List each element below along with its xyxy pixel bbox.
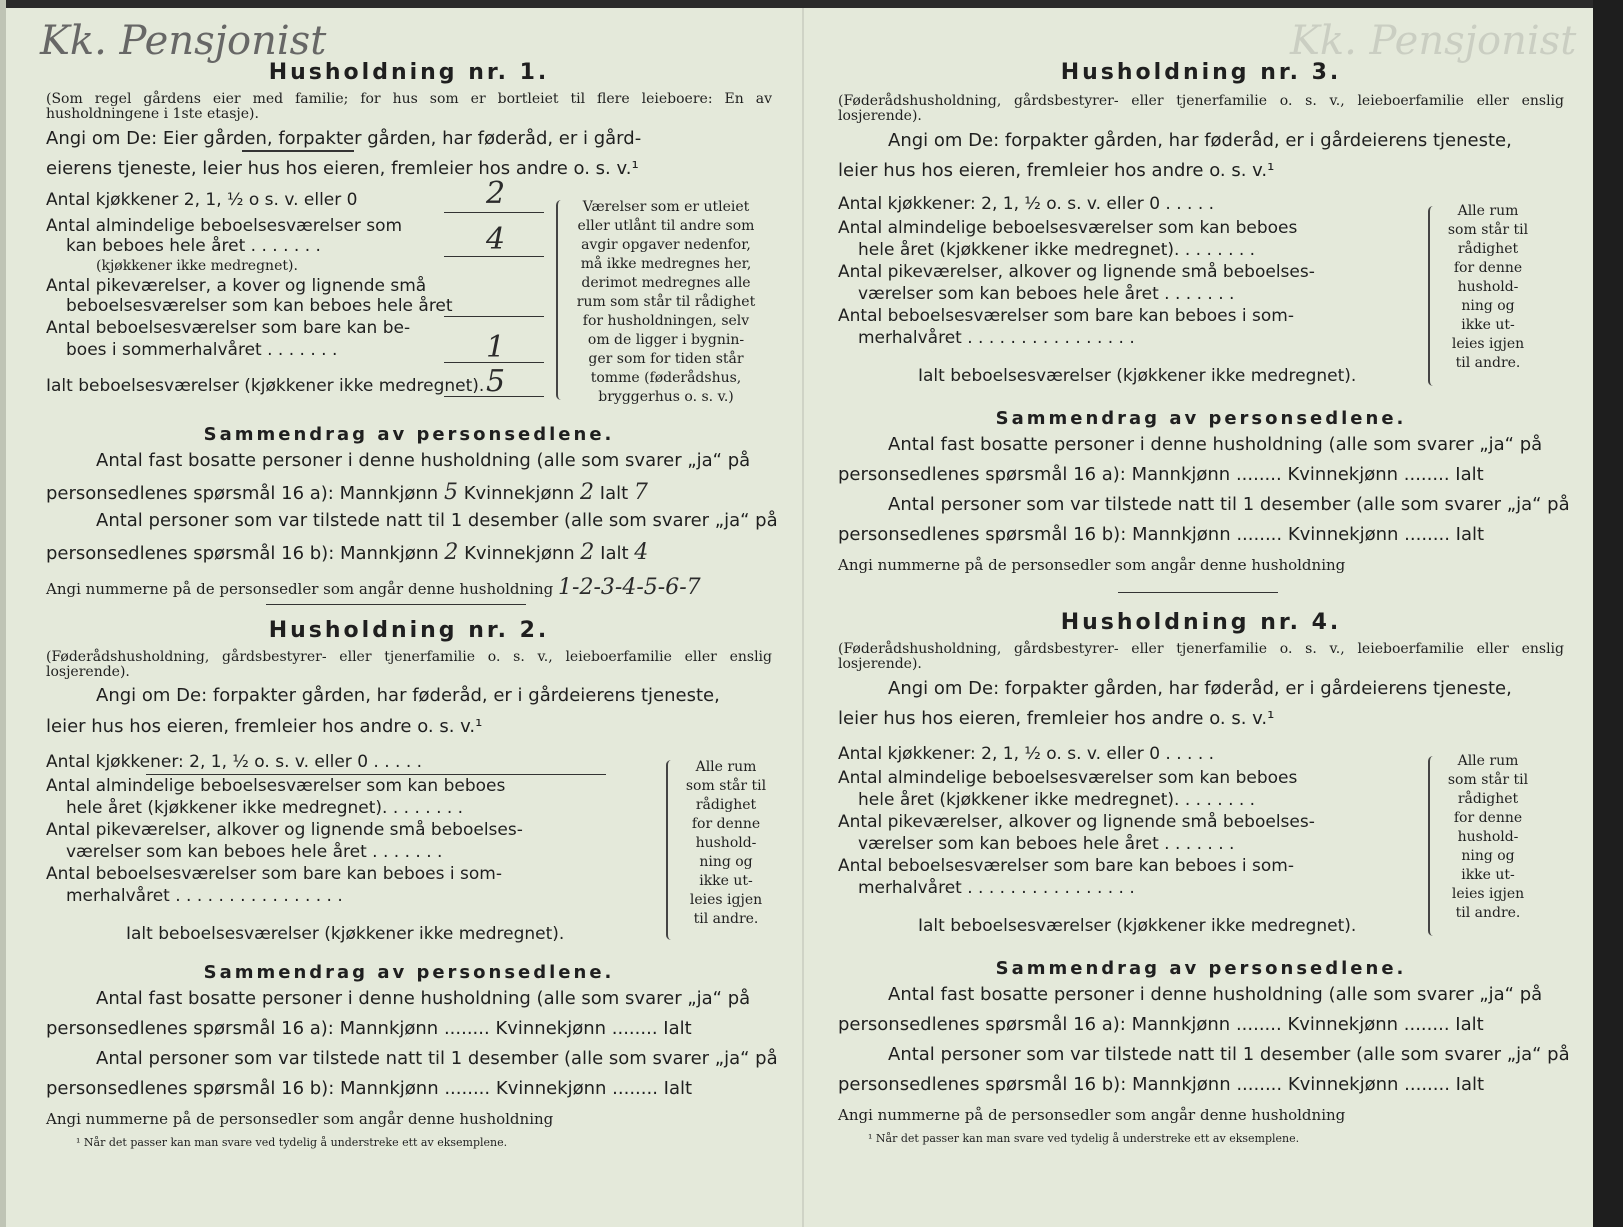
h2-side-note-line: rådighet [695, 797, 757, 813]
h4-16a-label: personsedlenes spørsmål 16 a): Mannkjønn [838, 1014, 1231, 1035]
h1-16b-label: personsedlenes spørsmål 16 b): Mannkjønn [46, 543, 439, 564]
h3-side-note-line: ning og [1461, 298, 1515, 314]
h4-room-5: Antal beboelsesværelser som bare kan beboes i som- [838, 856, 1294, 876]
household-4-title: Husholdning nr. 4. [1060, 610, 1342, 635]
h1-room-2: kan beboes hele året . . . . . . . [66, 236, 321, 256]
page-fold [802, 8, 804, 1227]
h2-summary-2: personsedlenes spørsmål 16 a): Mannkjønn ........ Kvinnekjønn ........ Ialt [46, 1018, 692, 1039]
h4-side-note [1438, 752, 1538, 923]
h4-room-0: Antal kjøkkener: 2, 1, ½ o. s. v. eller 0 . . . . . [838, 744, 1215, 764]
h4-side-note-line: leies igjen [1451, 886, 1525, 902]
h1-summary-title: Sammendrag av personsedlene. [203, 424, 615, 445]
h2-side-note-line: som står til [685, 778, 767, 794]
h3-side-note-line: for denne [1453, 260, 1523, 276]
h2-room-6: merhalvåret . . . . . . . . . . . . . . . . [66, 886, 343, 906]
h4-room-3: Antal pikeværelser, alkover og lignende små beboelses- [838, 812, 1315, 832]
h3-16b-label: personsedlenes spørsmål 16 b): Mannkjønn [838, 524, 1231, 545]
household-3-subtitle: (Føderådshusholdning, gårdsbestyrer- eller tjenerfamilie o. s. v., leieboerfamilie eller enslig losjerende). [838, 93, 1564, 124]
h1-side-note [566, 198, 766, 407]
h3-room-4: værelser som kan beboes hele året . . . . . . . [858, 284, 1235, 304]
scan-edge-top [0, 0, 1623, 8]
h1-side-note-line: må ikke medregnes her, [580, 256, 752, 272]
h1-side-note-line: avgir opgaver nedenfor, [581, 237, 751, 253]
scan-edge-left [0, 0, 6, 1227]
h3-16a-female-label: Kvinnekjønn [1287, 464, 1399, 485]
h4-16b-label: personsedlenes spørsmål 16 b): Mannkjønn [838, 1074, 1231, 1095]
h3-16a-label: personsedlenes spørsmål 16 a): Mannkjønn [838, 464, 1231, 485]
h3-16b-female-label: Kvinnekjønn [1287, 524, 1399, 545]
margin-note: Kk. Pensjonist [40, 18, 327, 64]
h2-side-note-line: for denne [691, 816, 761, 832]
h1-ordinary-answer: 4 [486, 222, 506, 257]
h1-numre-label: Angi nummerne på de personsedler som angår denne husholdning [46, 580, 554, 598]
h4-side-note-line: ning og [1461, 848, 1515, 864]
h1-summary-2 [46, 480, 772, 505]
h4-16b-total-label: Ialt [1455, 1074, 1485, 1095]
h4-side-note-line: som står til [1447, 772, 1529, 788]
h4-numre-label: Angi nummerne på de personsedler som angår denne husholdning [838, 1106, 1346, 1124]
h1-separator [266, 604, 526, 605]
h2-16b-total-label: Ialt [663, 1078, 693, 1099]
h3-room-6: merhalvåret . . . . . . . . . . . . . . . . [858, 328, 1135, 348]
h2-16b-label: personsedlenes spørsmål 16 b): Mannkjønn [46, 1078, 439, 1099]
h1-side-note-line: tomme (føderådshus, [590, 370, 742, 386]
h2-numre-label: Angi nummerne på de personsedler som angår denne husholdning [46, 1110, 554, 1128]
scan-edge-right [1593, 0, 1623, 1227]
h3-room-7: Ialt beboelsesværelser (kjøkkener ikke medregnet). [918, 366, 1357, 386]
h3-room-1: Antal almindelige beboelsesværelser som kan beboes [838, 218, 1298, 238]
h2-room-3: Antal pikeværelser, alkover og lignende små beboelses- [46, 820, 523, 840]
h1-room-1: Antal almindelige beboelsesværelser som [46, 216, 403, 236]
h2-room-4: værelser som kan beboes hele året . . . . . . . [66, 842, 443, 862]
household-3-title: Husholdning nr. 3. [1060, 60, 1342, 85]
h1-16a-total: 7 [633, 480, 648, 505]
h1-summary-3: Antal personer som var tilstede natt til 1 desember (alle som svarer „ja“ på [96, 510, 778, 531]
household-3-angi-2: leier hus hos eieren, fremleier hos andre o. s. v.¹ [838, 160, 1275, 181]
h4-room-4: værelser som kan beboes hele året . . . . . . . [858, 834, 1235, 854]
h2-summary-title: Sammendrag av personsedlene. [203, 962, 615, 983]
h4-side-note-line: til andre. [1455, 905, 1521, 921]
h1-side-note-line: Værelser som er utleiet [582, 199, 750, 215]
h3-room-5: Antal beboelsesværelser som bare kan beboes i som- [838, 306, 1294, 326]
h2-rule-0 [146, 774, 606, 775]
h4-side-note-line: rådighet [1457, 791, 1519, 807]
household-2-angi-2: leier hus hos eieren, fremleier hos andre o. s. v.¹ [46, 716, 483, 737]
h1-summary-4 [46, 540, 772, 565]
h1-16a-female-label: Kvinnekjønn [463, 483, 575, 504]
h1-16a-label: personsedlenes spørsmål 16 a): Mannkjønn [46, 483, 439, 504]
h3-summary-1: Antal fast bosatte personer i denne husholdning (alle som svarer „ja“ på [888, 434, 1543, 455]
household-4-angi-1: Angi om De: forpakter gården, har føderåd, er i gårdeierens tjeneste, [888, 678, 1512, 699]
h4-room-6: merhalvåret . . . . . . . . . . . . . . . . [858, 878, 1135, 898]
h1-16b-male: 2 [444, 540, 459, 565]
h3-summary-3: Antal personer som var tilstede natt til 1 desember (alle som svarer „ja“ på [888, 494, 1570, 515]
h4-summary-title: Sammendrag av personsedlene. [995, 958, 1407, 979]
household-4-subtitle: (Føderådshusholdning, gårdsbestyrer- eller tjenerfamilie o. s. v., leieboerfamilie eller enslig losjerende). [838, 641, 1564, 672]
h1-total-answer: 5 [486, 364, 506, 399]
h1-kitchens-answer: 2 [486, 176, 506, 211]
h3-16a-total-label: Ialt [1455, 464, 1484, 485]
h2-room-0: Antal kjøkkener: 2, 1, ½ o. s. v. eller 0 . . . . . [46, 752, 423, 772]
h2-16a-total-label: Ialt [663, 1018, 692, 1039]
h3-room-0: Antal kjøkkener: 2, 1, ½ o. s. v. eller 0 . . . . . [838, 194, 1215, 214]
h1-side-note-line: derimot medregnes alle [581, 275, 751, 291]
h1-room-3: (kjøkkener ikke medregnet). [96, 258, 298, 274]
h1-room-0: Antal kjøkkener 2, 1, ½ o s. v. eller 0 [46, 190, 358, 210]
h2-side-note-line: ning og [699, 854, 753, 870]
h3-numre-label: Angi nummerne på de personsedler som angår denne husholdning [838, 556, 1346, 574]
h4-side-note-line: hushold- [1457, 829, 1519, 845]
h3-separator [1118, 592, 1278, 593]
h4-footnote: ¹ Når det passer kan man svare ved tydelig å understreke ett av eksemplene. [868, 1132, 1300, 1145]
h2-summary-4: personsedlenes spørsmål 16 b): Mannkjønn ........ Kvinnekjønn ........ Ialt [46, 1078, 693, 1099]
h2-side-note [676, 758, 776, 929]
h4-room-1: Antal almindelige beboelsesværelser som kan beboes [838, 768, 1298, 788]
h3-side-note-line: som står til [1447, 222, 1529, 238]
h1-16a-total-label: Ialt [599, 483, 629, 504]
h2-16b-female-label: Kvinnekjønn [495, 1078, 607, 1099]
h1-numre [46, 575, 772, 600]
h1-side-note-line: for husholdningen, selv [582, 313, 750, 329]
h1-side-note-line: ger som for tiden står [588, 351, 744, 367]
h4-side-note-line: for denne [1453, 810, 1523, 826]
h1-side-note-line: om de ligger i bygnin- [587, 332, 745, 348]
h1-room-8: Ialt beboelsesværelser (kjøkkener ikke medregnet). [46, 376, 485, 396]
h1-numre-value: 1-2-3-4-5-6-7 [558, 575, 701, 600]
h3-room-3: Antal pikeværelser, alkover og lignende små beboelses- [838, 262, 1315, 282]
h1-brace [556, 200, 566, 400]
h1-room-7: boes i sommerhalvåret . . . . . . . [66, 340, 338, 360]
h3-side-note-line: leies igjen [1451, 336, 1525, 352]
h2-side-note-line: til andre. [693, 911, 759, 927]
h3-side-note-line: Alle rum [1457, 203, 1519, 219]
h3-side-note-line: hushold- [1457, 279, 1519, 295]
h3-side-note [1438, 202, 1538, 373]
h3-room-2: hele året (kjøkkener ikke medregnet). . . . . . . . [858, 240, 1256, 260]
household-1-title: Husholdning nr. 1. [268, 60, 550, 85]
household-3-angi-1: Angi om De: forpakter gården, har føderåd, er i gårdeierens tjeneste, [888, 130, 1512, 151]
h2-side-note-line: Alle rum [695, 759, 757, 775]
h2-summary-1: Antal fast bosatte personer i denne husholdning (alle som svarer „ja“ på [96, 988, 751, 1009]
household-4-angi-2: leier hus hos eieren, fremleier hos andre o. s. v.¹ [838, 708, 1275, 729]
h4-summary-2: personsedlenes spørsmål 16 a): Mannkjønn ........ Kvinnekjønn ........ Ialt [838, 1014, 1484, 1035]
h1-16b-total-label: Ialt [600, 543, 629, 564]
h3-16b-total-label: Ialt [1455, 524, 1485, 545]
h3-brace [1428, 206, 1438, 386]
h4-summary-1: Antal fast bosatte personer i denne husholdning (alle som svarer „ja“ på [888, 984, 1543, 1005]
h1-summary-1: Antal fast bosatte personer i denne husholdning (alle som svarer „ja“ på [96, 450, 751, 471]
household-2-angi-1: Angi om De: forpakter gården, har føderåd, er i gårdeierens tjeneste, [96, 685, 720, 706]
h4-16a-female-label: Kvinnekjønn [1287, 1014, 1399, 1035]
household-1-subtitle: (Som regel gårdens eier med familie; for hus som er bortleiet til flere leieboere: En av husholdningene i 1ste etasje). [46, 91, 772, 122]
h1-answer-line-0 [444, 212, 544, 213]
h1-16a-female: 2 [580, 480, 595, 505]
eier-underline [242, 150, 354, 152]
h1-room-6: Antal beboelsesværelser som bare kan be- [46, 318, 411, 338]
h4-summary-3: Antal personer som var tilstede natt til 1 desember (alle som svarer „ja“ på [888, 1044, 1570, 1065]
h1-16b-female-label: Kvinnekjønn [464, 543, 575, 564]
household-1-angi-2: eierens tjeneste, leier hus hos eieren, fremleier hos andre o. s. v.¹ [46, 158, 639, 179]
household-2-subtitle: (Føderådshusholdning, gårdsbestyrer- eller tjenerfamilie o. s. v., leieboerfamilie eller enslig losjerende). [46, 649, 772, 680]
h4-brace [1428, 756, 1438, 936]
h4-side-note-line: Alle rum [1457, 753, 1519, 769]
h2-summary-3: Antal personer som var tilstede natt til 1 desember (alle som svarer „ja“ på [96, 1048, 778, 1069]
h2-room-5: Antal beboelsesværelser som bare kan beboes i som- [46, 864, 502, 884]
h3-side-note-line: til andre. [1455, 355, 1521, 371]
h2-room-2: hele året (kjøkkener ikke medregnet). . . . . . . . [66, 798, 464, 818]
h3-summary-4: personsedlenes spørsmål 16 b): Mannkjønn ........ Kvinnekjønn ........ Ialt [838, 524, 1485, 545]
h1-room-4: Antal pikeværelser, a kover og lignende små [46, 276, 427, 296]
household-2-title: Husholdning nr. 2. [268, 618, 550, 643]
h1-16b-female: 2 [580, 540, 595, 565]
h4-16a-total-label: Ialt [1455, 1014, 1484, 1035]
h2-footnote: ¹ Når det passer kan man svare ved tydelig å understreke ett av eksemplene. [76, 1136, 508, 1149]
h2-16a-female-label: Kvinnekjønn [495, 1018, 607, 1039]
h2-side-note-line: hushold- [695, 835, 757, 851]
h1-side-note-line: eller utlånt til andre som [577, 218, 755, 234]
h2-room-1: Antal almindelige beboelsesværelser som kan beboes [46, 776, 506, 796]
h4-summary-4: personsedlenes spørsmål 16 b): Mannkjønn ........ Kvinnekjønn ........ Ialt [838, 1074, 1485, 1095]
household-1-angi-1: Angi om De: Eier gården, forpakter gården, har føderåd, er i gård- [46, 128, 642, 149]
h3-summary-2: personsedlenes spørsmål 16 a): Mannkjønn ........ Kvinnekjønn ........ Ialt [838, 464, 1484, 485]
h1-side-note-line: bryggerhus o. s. v.) [598, 389, 734, 405]
h3-side-note-line: ikke ut- [1461, 317, 1515, 333]
h4-room-7: Ialt beboelsesværelser (kjøkkener ikke medregnet). [918, 916, 1357, 936]
h2-side-note-line: leies igjen [689, 892, 763, 908]
h2-brace [666, 760, 676, 940]
h2-16a-label: personsedlenes spørsmål 16 a): Mannkjønn [46, 1018, 439, 1039]
h2-side-note-line: ikke ut- [699, 873, 753, 889]
h4-16b-female-label: Kvinnekjønn [1287, 1074, 1399, 1095]
h4-side-note-line: ikke ut- [1461, 867, 1515, 883]
h1-side-note-line: rum som står til rådighet [576, 294, 756, 310]
h3-side-note-line: rådighet [1457, 241, 1519, 257]
h1-room-5: beboelsesværelser som kan beboes hele året [66, 296, 453, 316]
h1-16a-male: 5 [443, 480, 458, 505]
margin-note-bleed: Kk. Pensjonist [1290, 18, 1577, 64]
h2-room-7: Ialt beboelsesværelser (kjøkkener ikke medregnet). [126, 924, 565, 944]
h1-summer-answer: 1 [486, 330, 506, 365]
h3-summary-title: Sammendrag av personsedlene. [995, 408, 1407, 429]
h1-16b-total: 4 [634, 540, 649, 565]
h4-room-2: hele året (kjøkkener ikke medregnet). . . . . . . . [858, 790, 1256, 810]
h1-answer-line-2 [444, 316, 544, 317]
